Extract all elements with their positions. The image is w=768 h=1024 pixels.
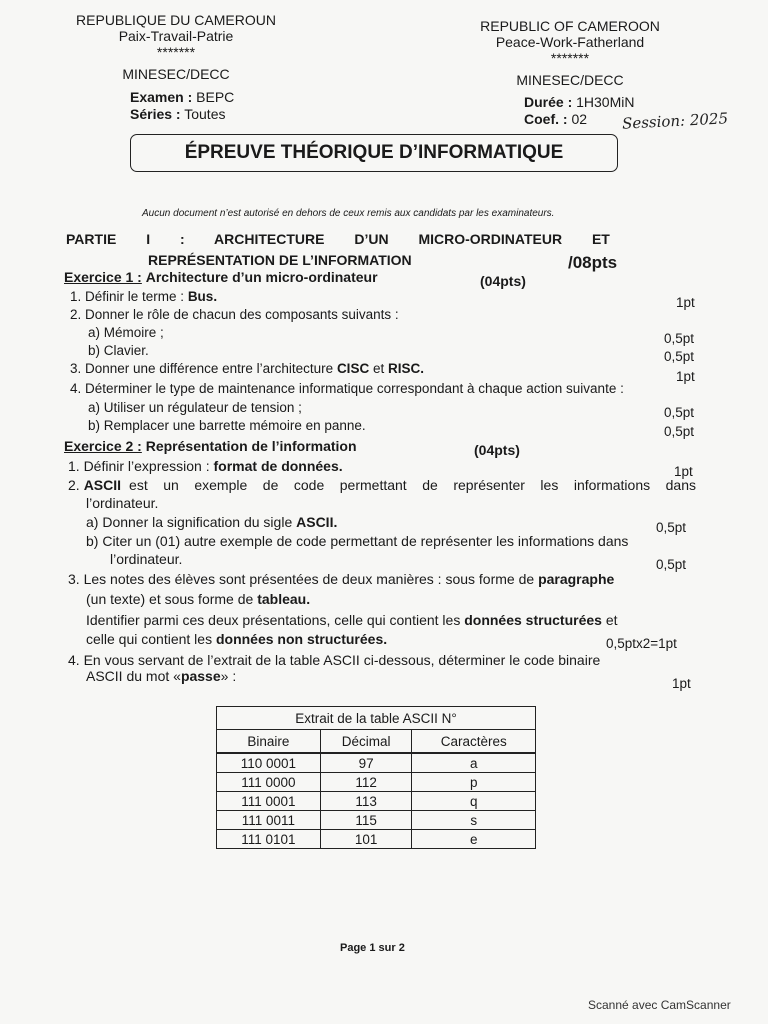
ex1-q3-cisc: CISC bbox=[336, 361, 370, 376]
coef-label: Coef. : bbox=[524, 111, 568, 127]
cell-char: q bbox=[412, 792, 536, 811]
ministry-en: MINESEC/DECC bbox=[516, 72, 624, 88]
header-right bbox=[466, 18, 674, 88]
ex2-q3-structurees: données structurées bbox=[464, 612, 602, 628]
ex1-q3-and: et bbox=[372, 361, 385, 376]
cell-decimal: 113 bbox=[320, 792, 412, 811]
ex1-title: Architecture d’un micro-ordinateur bbox=[145, 269, 378, 285]
session-handwritten: Session: 2025 bbox=[621, 109, 729, 133]
motto-en: Peace-Work-Fatherland bbox=[495, 34, 645, 50]
ex1-q3 bbox=[70, 361, 424, 376]
table-row bbox=[217, 830, 536, 849]
part-points: /08pts bbox=[568, 253, 618, 272]
ex1-q4: 4. Déterminer le type de maintenance informatique correspondant à chaque action suivante : bbox=[70, 381, 624, 396]
ex1-points: (04pts) bbox=[480, 273, 526, 289]
ascii-header-char: Caractères bbox=[412, 730, 536, 754]
ex2-q2-line1 bbox=[68, 477, 696, 493]
cell-decimal: 101 bbox=[320, 830, 412, 849]
ex2-q2-line2: l’ordinateur. bbox=[86, 495, 159, 511]
cell-binary: 110 0001 bbox=[217, 753, 321, 773]
ex1-label: Exercice 1 : bbox=[64, 269, 142, 285]
ex1-q1-term: Bus. bbox=[187, 289, 218, 304]
ex2-q3-line4 bbox=[86, 631, 387, 647]
ex2-q3-line1 bbox=[68, 571, 614, 587]
country-fr: REPUBLIQUE DU CAMEROUN bbox=[76, 12, 276, 28]
notice: Aucun document n’est autorisé en dehors de ceux remis aux candidats par les examinateurs. bbox=[142, 208, 555, 219]
table-row bbox=[217, 811, 536, 830]
header-left bbox=[74, 12, 278, 82]
ex1-q4b-points: 0,5pt bbox=[664, 424, 695, 439]
ex1-q4a: a) Utiliser un régulateur de tension ; bbox=[88, 400, 302, 415]
cell-char: a bbox=[412, 753, 536, 773]
cell-decimal: 115 bbox=[320, 811, 412, 830]
ex1-q3-text: 3. Donner une différence entre l’architecture bbox=[70, 361, 334, 376]
ex2-q3-non-structurees: données non structurées. bbox=[215, 631, 388, 647]
ex2-q2a-term: ASCII. bbox=[296, 514, 338, 530]
ex2-q1-term: format de données. bbox=[213, 458, 343, 474]
ex2-points: (04pts) bbox=[474, 442, 520, 458]
page-number: Page 1 sur 2 bbox=[340, 942, 405, 954]
ex2-q4-end: » : bbox=[220, 668, 237, 684]
duration-label: Durée : bbox=[524, 94, 573, 110]
stars-fr: ******* bbox=[156, 44, 196, 60]
ex2-q2a-points: 0,5pt bbox=[656, 520, 687, 535]
ex2-q4-text: ASCII du mot « bbox=[86, 668, 181, 684]
duration-value: 1H30MiN bbox=[576, 94, 635, 110]
ex1-q4a-points: 0,5pt bbox=[664, 405, 695, 420]
ex2-q3-and: et bbox=[605, 612, 618, 628]
ex2-q2a bbox=[86, 514, 337, 530]
ex2-q3-line3 bbox=[86, 612, 618, 628]
cell-char: e bbox=[412, 830, 536, 849]
ministry-fr: MINESEC/DECC bbox=[122, 66, 230, 82]
ex2-q1-points: 1pt bbox=[674, 464, 693, 479]
motto-fr: Paix-Travail-Patrie bbox=[118, 28, 234, 44]
part-heading-line2: REPRÉSENTATION DE L’INFORMATION bbox=[148, 252, 412, 268]
ex2-q3-points: 0,5ptx2=1pt bbox=[606, 636, 677, 651]
coef-value: 02 bbox=[571, 111, 588, 127]
ex2-q4-word: passe bbox=[180, 668, 221, 684]
ex1-q2b: b) Clavier. bbox=[88, 343, 149, 358]
exam-label: Examen : bbox=[130, 89, 193, 105]
cell-binary: 111 0101 bbox=[217, 830, 321, 849]
ex1-q2: 2. Donner le rôle de chacun des composants suivants : bbox=[70, 307, 399, 322]
ex1-q1 bbox=[70, 289, 217, 304]
ex1-q4b: b) Remplacer une barrette mémoire en panne. bbox=[88, 418, 366, 433]
ex1-q3-points: 1pt bbox=[676, 369, 695, 384]
duration-line bbox=[524, 94, 634, 110]
cell-binary: 111 0001 bbox=[217, 792, 321, 811]
ex1-q2a: a) Mémoire ; bbox=[88, 325, 164, 340]
cell-binary: 111 0000 bbox=[217, 773, 321, 792]
ex2-heading bbox=[64, 438, 357, 454]
ex2-title: Représentation de l’information bbox=[145, 438, 357, 454]
ex2-q1-text: 1. Définir l’expression : bbox=[68, 458, 210, 474]
ex2-q4-line1: 4. En vous servant de l’extrait de la table ASCII ci-dessous, déterminer le code binaire bbox=[68, 652, 601, 668]
ex1-q3-risc: RISC. bbox=[388, 361, 425, 376]
table-row bbox=[217, 773, 536, 792]
ex2-q3-text4: celle qui contient les bbox=[86, 631, 213, 647]
ex1-q1-text: 1. Définir le terme : bbox=[70, 289, 185, 304]
ex2-q2-text: est un exemple de code permettant de représenter les informations dans bbox=[129, 477, 696, 493]
ex2-q4-line2 bbox=[86, 668, 236, 684]
ex2-q2b-points: 0,5pt bbox=[656, 557, 687, 572]
ex2-q3-text3: Identifier parmi ces deux présentations, celle qui contient les bbox=[86, 612, 461, 628]
series-label: Séries : bbox=[130, 106, 181, 122]
cell-char: p bbox=[412, 773, 536, 792]
ex1-heading bbox=[64, 269, 378, 285]
exam-value: BEPC bbox=[196, 89, 235, 105]
ex1-q1-points: 1pt bbox=[676, 295, 695, 310]
ex2-q1 bbox=[68, 458, 343, 474]
ex2-q4-points: 1pt bbox=[672, 676, 691, 691]
cell-char: s bbox=[412, 811, 536, 830]
ascii-header-binary: Binaire bbox=[217, 730, 321, 754]
table-row bbox=[217, 792, 536, 811]
ex2-q3-paragraphe: paragraphe bbox=[538, 571, 615, 587]
ex2-label: Exercice 2 : bbox=[64, 438, 142, 454]
cell-decimal: 97 bbox=[320, 753, 412, 773]
country-en: REPUBLIC OF CAMEROON bbox=[480, 18, 660, 34]
exam-line bbox=[130, 89, 234, 105]
ex2-q3-text1: 3. Les notes des élèves sont présentées de deux manières : sous forme de bbox=[68, 571, 535, 587]
series-line bbox=[130, 106, 225, 122]
scanner-watermark: Scanné avec CamScanner bbox=[588, 998, 731, 1012]
exam-title-box bbox=[130, 134, 618, 172]
coef-line bbox=[524, 111, 587, 127]
stars-en: ******* bbox=[550, 50, 590, 66]
ex1-q2a-points: 0,5pt bbox=[664, 331, 695, 346]
table-row bbox=[217, 753, 536, 773]
cell-binary: 111 0011 bbox=[217, 811, 321, 830]
ex2-q2b-line1: b) Citer un (01) autre exemple de code permettant de représenter les informations dans bbox=[86, 533, 629, 549]
ex2-q3-text2: (un texte) et sous forme de bbox=[86, 591, 254, 607]
ex2-q3-line2 bbox=[86, 591, 310, 607]
ascii-table bbox=[216, 706, 536, 849]
ascii-table-caption: Extrait de la table ASCII N° bbox=[217, 707, 536, 730]
exam-title: ÉPREUVE THÉORIQUE D’INFORMATIQUE bbox=[184, 142, 564, 163]
cell-decimal: 112 bbox=[320, 773, 412, 792]
ex2-q3-tableau: tableau. bbox=[257, 591, 311, 607]
ascii-header-decimal: Décimal bbox=[320, 730, 412, 754]
part-heading-line1: PARTIE I : ARCHITECTURE D’UN MICRO-ORDINATEUR ET bbox=[66, 231, 610, 247]
ex2-q2-num: 2. bbox=[68, 477, 80, 493]
ex1-q2b-points: 0,5pt bbox=[664, 349, 695, 364]
ex2-q2b-line2: l’ordinateur. bbox=[110, 551, 183, 567]
series-value: Toutes bbox=[184, 106, 226, 122]
ex2-q2-ascii: ASCII bbox=[83, 477, 122, 493]
ex2-q2a-text: a) Donner la signification du sigle bbox=[86, 514, 293, 530]
